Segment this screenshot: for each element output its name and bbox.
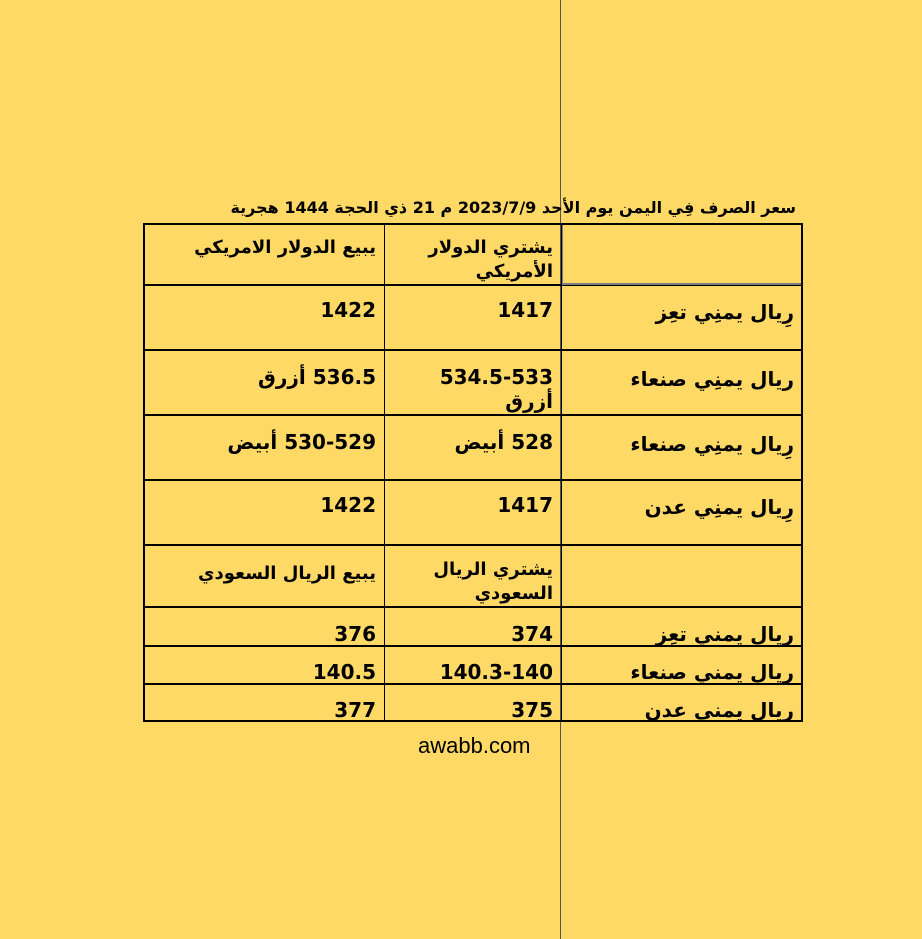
table-row (143, 480, 803, 545)
sell-rate-text: 140.5 (312, 660, 376, 684)
usd-header-label (561, 223, 803, 285)
table-row (143, 350, 803, 415)
sell-rate (143, 607, 385, 646)
buy-rate (384, 646, 562, 684)
site-url: awabb.com (418, 733, 531, 758)
buy-rate (384, 607, 562, 646)
currency-label (561, 684, 803, 722)
currency-label-text: ريال يمني صنعاء (630, 660, 794, 684)
sell-rate-text: 377 (334, 698, 376, 722)
currency-label: ريال يمنِي صنعاء (561, 350, 803, 415)
currency-label (561, 607, 803, 646)
usd-header-sell: يبيع الدولار الامريكي (143, 223, 385, 285)
buy-rate-text: 374 (511, 622, 553, 646)
exchange-rate-table (143, 223, 803, 722)
table-row (143, 607, 803, 646)
currency-label: رِيال يمنِي تعِز (561, 285, 803, 350)
buy-rate-text: 140.3-140 (439, 660, 553, 684)
table-row (143, 285, 803, 350)
sar-header-row (143, 545, 803, 607)
table-row (143, 684, 803, 722)
sar-header-label (561, 545, 803, 607)
buy-rate: 1417 (384, 285, 562, 350)
currency-label: رِيال يمنِي عدن (561, 480, 803, 545)
usd-header-buy: يشتري الدولار الأمريكي (384, 223, 562, 285)
currency-label (561, 646, 803, 684)
currency-label-text: رِيال يمني تعِز (655, 622, 794, 646)
sell-rate: 536.5 أزرق (143, 350, 385, 415)
currency-label: رِيال يمنِي صنعاء (561, 415, 803, 480)
sell-rate (143, 646, 385, 684)
buy-rate-text: 375 (511, 698, 553, 722)
table-row (143, 415, 803, 480)
sell-rate (143, 684, 385, 722)
sell-rate: 1422 (143, 480, 385, 545)
usd-header-row (143, 223, 803, 285)
table-row (143, 646, 803, 684)
buy-rate: 1417 (384, 480, 562, 545)
sell-rate-text: 376 (334, 622, 376, 646)
sar-header-buy: يشتري الريال السعودي (384, 545, 562, 607)
sell-rate: 530-529 أبيض (143, 415, 385, 480)
currency-label-text: رِيال يمني عدن (644, 698, 794, 722)
buy-rate (384, 684, 562, 722)
buy-rate: 528 أبيض (384, 415, 562, 480)
sar-header-sell: يبيع الريال السعودي (143, 545, 385, 607)
page-title: سعر الصرف فِي اليمن يوم الأحد 2023/7/9 م 21 ذي الحجة 1444 هجرية (230, 198, 796, 217)
sell-rate: 1422 (143, 285, 385, 350)
buy-rate: 534.5-533 أزرق (384, 350, 562, 415)
